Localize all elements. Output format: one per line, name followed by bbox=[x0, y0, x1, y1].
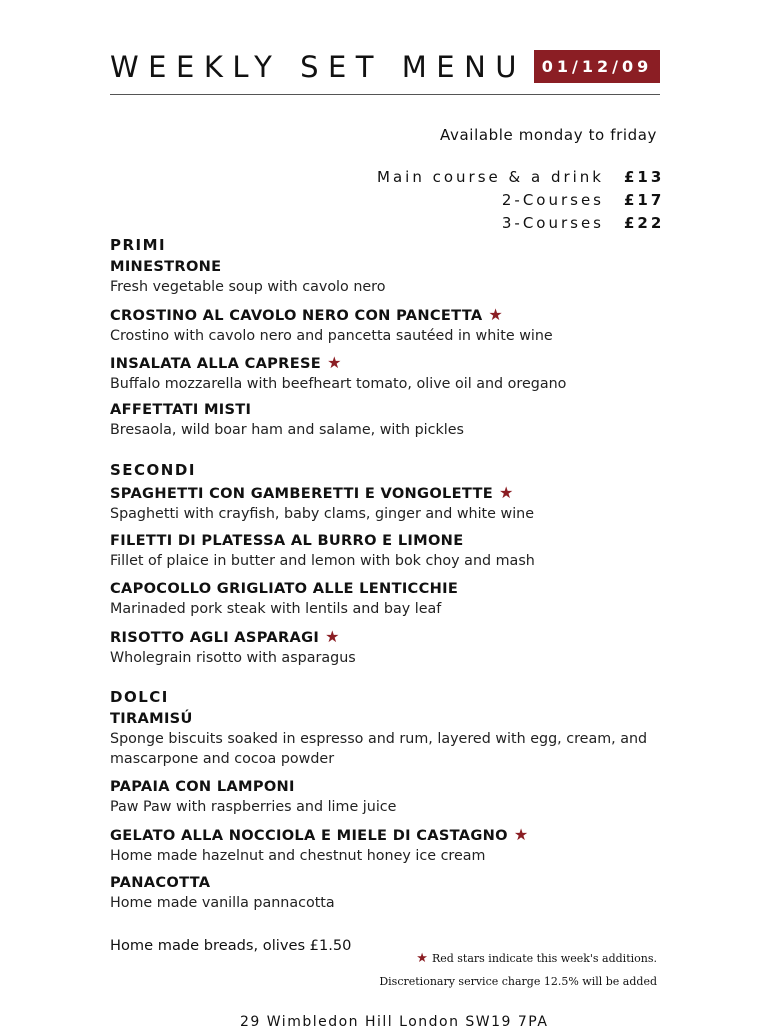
dish-name-text: FILETTI DI PLATESSA AL BURRO E LIMONE bbox=[110, 532, 464, 549]
price-amount: £22 bbox=[624, 214, 665, 232]
star-icon: ★ bbox=[327, 353, 342, 372]
restaurant-address: 29 Wimbledon Hill London SW19 7PA bbox=[240, 1014, 549, 1030]
dish-description: Fresh vegetable soup with cavolo nero bbox=[110, 279, 386, 295]
dish-name bbox=[110, 305, 670, 326]
dish-item bbox=[110, 257, 670, 297]
menu-title: WEEKLY SET MENU bbox=[110, 50, 527, 84]
dish-name bbox=[110, 873, 670, 893]
section-title-secondi: SECONDI bbox=[110, 461, 196, 479]
dish-description: Home made vanilla pannacotta bbox=[110, 895, 335, 911]
dish-item bbox=[110, 531, 670, 571]
star-legend-text: Red stars indicate this week's additions. bbox=[431, 952, 657, 965]
price-label: 3-Courses bbox=[501, 214, 604, 232]
section-title-primi: PRIMI bbox=[110, 236, 167, 254]
dish-name bbox=[110, 777, 670, 797]
dish-name bbox=[110, 531, 670, 551]
star-icon: ★ bbox=[513, 825, 529, 844]
dish-name bbox=[110, 353, 670, 374]
dish-item bbox=[110, 825, 670, 866]
star-icon: ★ bbox=[416, 951, 428, 966]
dish-item bbox=[110, 305, 670, 346]
section-title-dolci: DOLCI bbox=[110, 688, 169, 706]
dish-name-text: CAPOCOLLO GRIGLIATO ALLE LENTICCHIE bbox=[110, 580, 459, 597]
dish-description: Bresaola, wild boar ham and salame, with pickles bbox=[110, 422, 464, 438]
dish-name-text: PANACOTTA bbox=[110, 874, 211, 891]
service-charge-note: Discretionary service charge 12.5% will be added bbox=[379, 975, 657, 988]
price-row-two-courses bbox=[501, 191, 665, 209]
dish-description: Fillet of plaice in butter and lemon with bok choy and mash bbox=[110, 553, 535, 569]
price-amount: £13 bbox=[624, 168, 665, 186]
dish-name bbox=[110, 709, 650, 729]
dish-name bbox=[110, 579, 670, 599]
price-label: Main course & a drink bbox=[377, 168, 604, 186]
dish-description: Buffalo mozzarella with beefheart tomato, olive oil and oregano bbox=[110, 376, 567, 392]
dish-item bbox=[110, 579, 670, 619]
dish-item bbox=[110, 627, 670, 668]
dish-name bbox=[110, 400, 670, 420]
dish-name-text: SPAGHETTI CON GAMBERETTI E VONGOLETTE bbox=[110, 485, 494, 502]
dish-name-text: TIRAMISÚ bbox=[110, 710, 193, 727]
header-divider bbox=[110, 94, 660, 95]
dish-description: Paw Paw with raspberries and lime juice bbox=[110, 799, 397, 815]
extras-breads-olives: Home made breads, olives £1.50 bbox=[110, 937, 352, 954]
dish-description: Marinaded pork steak with lentils and bay leaf bbox=[110, 601, 442, 617]
price-amount: £17 bbox=[624, 191, 665, 209]
star-legend-note bbox=[416, 951, 657, 966]
dish-name bbox=[110, 257, 670, 277]
dish-description: Spaghetti with crayfish, baby clams, ginger and white wine bbox=[110, 506, 535, 522]
dish-item bbox=[110, 777, 670, 817]
availability-text: Available monday to friday bbox=[440, 126, 657, 144]
dish-description: Home made hazelnut and chestnut honey ice cream bbox=[110, 848, 486, 864]
dish-description: Wholegrain risotto with asparagus bbox=[110, 650, 356, 666]
dish-item bbox=[110, 483, 670, 524]
dish-item bbox=[110, 709, 650, 769]
dish-name-text: CROSTINO AL CAVOLO NERO CON PANCETTA bbox=[110, 307, 483, 324]
star-icon: ★ bbox=[488, 305, 504, 324]
dish-name bbox=[110, 627, 670, 648]
star-icon: ★ bbox=[325, 627, 340, 646]
dish-name bbox=[110, 483, 670, 504]
dish-item bbox=[110, 353, 670, 394]
dish-description: Crostino with cavolo nero and pancetta sautéed in white wine bbox=[110, 328, 553, 344]
price-row-three-courses bbox=[501, 214, 665, 232]
dish-name bbox=[110, 825, 670, 846]
dish-name-text: MINESTRONE bbox=[110, 258, 222, 275]
dish-name-text: AFFETTATI MISTI bbox=[110, 401, 252, 418]
price-label: 2-Courses bbox=[501, 191, 604, 209]
star-icon: ★ bbox=[499, 483, 514, 502]
dish-description: Sponge biscuits soaked in espresso and rum, layered with egg, cream, and mascarpone and cocoa powder bbox=[110, 731, 648, 767]
dish-name-text: PAPAIA CON LAMPONI bbox=[110, 778, 295, 795]
date-text: 01/12/09 bbox=[541, 57, 653, 76]
price-row-main-drink bbox=[377, 168, 665, 186]
dish-item bbox=[110, 873, 670, 913]
dish-name-text: RISOTTO AGLI ASPARAGI bbox=[110, 629, 320, 646]
dish-name-text: INSALATA ALLA CAPRESE bbox=[110, 355, 322, 372]
dish-item bbox=[110, 400, 670, 440]
date-badge bbox=[534, 50, 660, 83]
dish-name-text: GELATO ALLA NOCCIOLA E MIELE DI CASTAGNO bbox=[110, 827, 508, 844]
